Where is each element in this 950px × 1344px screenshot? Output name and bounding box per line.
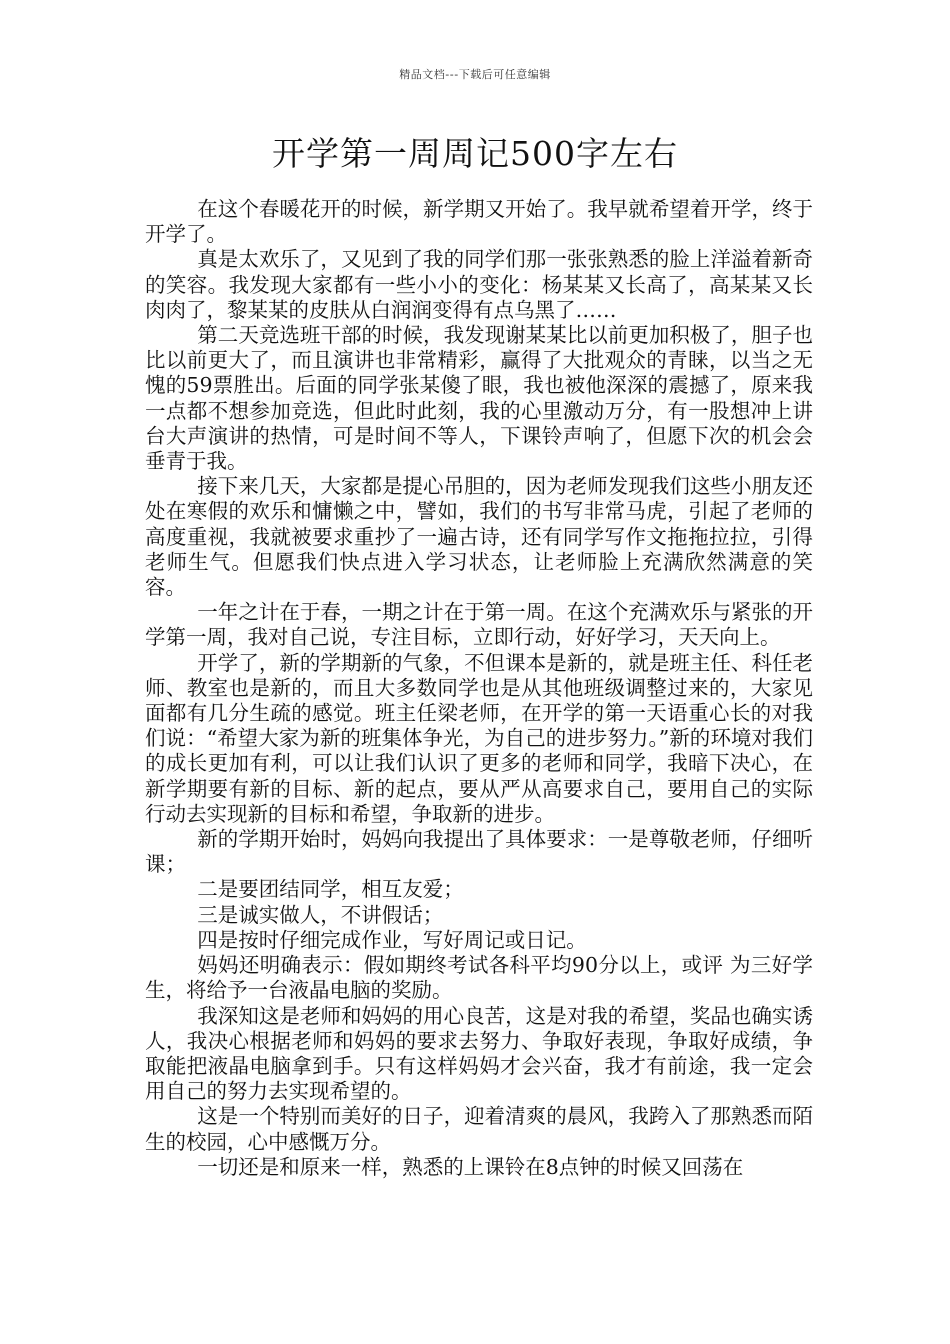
paragraph: 接下来几天，大家都是提心吊胆的，因为老师发现我们这些小朋友还处在寒假的欢乐和慵懒之中，譬如，我们的书写非常马虎，引起了老师的高度重视，我就被要求重抄了一遍古诗，还有同学写作文拖拖拉拉，引得老师生气。但愿我们快点进入学习状态，让老师脸上充满欣然满意的笑容。 [145, 474, 813, 600]
paragraph: 真是太欢乐了，又见到了我的同学们那一张张熟悉的脸上洋溢着新奇的笑容。我发现大家都有一些小小的变化：杨某某又长高了，高某某又长肉肉了，黎某某的皮肤从白润润变得有点乌黑了…… [145, 247, 813, 322]
header-note: 精品文档---下载后可任意编辑 [399, 68, 551, 81]
document-body [145, 197, 813, 1180]
paragraph: 新的学期开始时，妈妈向我提出了具体要求：一是尊敬老师，仔细听课； [145, 827, 813, 877]
paragraph: 四是按时仔细完成作业，写好周记或日记。 [197, 927, 587, 952]
paragraph: 第二天竞选班干部的时候，我发现谢某某比以前更加积极了，胆子也比以前更大了，而且演讲也非常精彩，赢得了大批观众的青睐，以当之无愧的59票胜出。后面的同学张某傻了眼，我也被他深深的震撼了，原来我一点都不想参加竞选，但此时此刻，我的心里激动万分，有一股想冲上讲台大声演讲的热情，可是时间不等人，下课铃声响了，但愿下次的机会会垂青于我。 [145, 323, 813, 474]
paragraph: 开学了，新的学期新的气象，不但课本是新的，就是班主任、科任老师、教室也是新的，而且大多数同学也是从其他班级调整过来的，大家见面都有几分生疏的感觉。班主任梁老师，在开学的第一天语重心长的对我们说：“希望大家为新的班集体争光，为自己的进步努力。”新的环境对我们的成长更加有利，可以让我们认识了更多的老师和同学，我暗下决心，在新学期要有新的目标、新的起点，要从严从高要求自己，要用自己的实际行动去实现新的目标和希望，争取新的进步。 [145, 650, 813, 826]
paragraph: 在这个春暖花开的时候，新学期又开始了。我早就希望着开学，终于开学了。 [145, 197, 813, 247]
paragraph: 二是要团结同学，相互友爱； [197, 877, 464, 902]
paragraph: 妈妈还明确表示：假如期终考试各科平均90分以上，或评 为三好学生，将给予一台液晶电脑的奖励。 [145, 953, 813, 1003]
paragraph: 一年之计在于春，一期之计在于第一周。在这个充满欢乐与紧张的开学第一周，我对自己说，专注目标，立即行动，好好学习，天天向上。 [145, 600, 813, 650]
paragraph: 三是诚实做人，不讲假话； [197, 902, 444, 927]
document-title: 开学第一周周记500字左右 [272, 134, 678, 173]
paragraph: 这是一个特别而美好的日子，迎着清爽的晨风，我跨入了那熟悉而陌生的校园，心中感慨万分。 [145, 1104, 813, 1154]
paragraph: 一切还是和原来一样，熟悉的上课铃在8点钟的时候又回荡在 [197, 1154, 744, 1179]
paragraph: 我深知这是老师和妈妈的用心良苦，这是对我的希望，奖品也确实诱人，我决心根据老师和妈妈的要求去努力、争取好表现，争取好成绩，争取能把液晶电脑拿到手。只有这样妈妈才会兴奋，我才有前途，我一定会用自己的努力去实现希望的。 [145, 1003, 813, 1104]
